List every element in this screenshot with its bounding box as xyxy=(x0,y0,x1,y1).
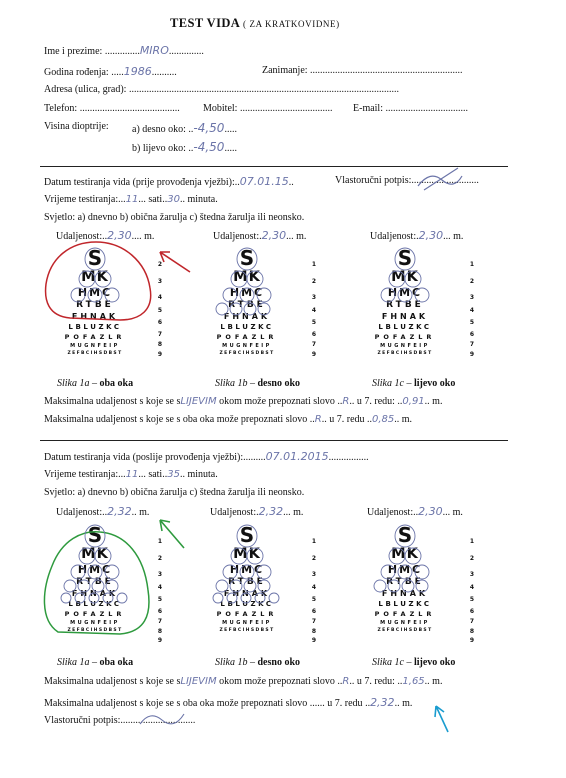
title-subtitle: ( ZA KRATKOVIDNE) xyxy=(243,19,340,29)
caption-eye: lijevo oko xyxy=(413,378,456,389)
s1-max-line2: Maksimalna udaljenost s koje se s oba oka može prepoznati slovo ..R.. u 7. redu ..0,85.. m. xyxy=(44,414,413,425)
row-number: 5 xyxy=(469,319,475,326)
row-number: 3 xyxy=(311,294,317,301)
chart-row-1: S xyxy=(239,523,255,547)
chart-row-1: S xyxy=(87,523,103,547)
s2-own-signature-row: Vlastoručni potpis:.............................. xyxy=(44,715,196,726)
s2-distance-3: Udaljenost:..2,30... m. xyxy=(367,505,463,518)
row-number: 3 xyxy=(469,571,475,578)
caption-eye: desno oko xyxy=(257,378,301,389)
s1-date-label: Datum testiranja vida (prije provođenja vježbi): xyxy=(44,177,235,188)
distance-value[interactable]: 2,30 xyxy=(261,229,287,242)
caption-sep: – xyxy=(247,657,258,668)
caption-eye: oba oka xyxy=(99,378,134,389)
job-label: Zanimanje: xyxy=(262,65,308,76)
own-signature-label: Vlastoručni potpis: xyxy=(44,715,121,726)
s1-time-row: Vrijeme testiranja:...11... sati..30.. minuta. xyxy=(44,194,218,205)
caption-sep: – xyxy=(89,378,100,389)
row-number: 2 xyxy=(311,278,317,285)
row-number: 3 xyxy=(469,294,475,301)
row-number: 9 xyxy=(311,351,317,358)
chart-row-8: MUGNFEIP xyxy=(222,343,272,349)
row-number: 7 xyxy=(311,341,317,348)
row-number: 6 xyxy=(469,331,475,338)
s2-max1-eye[interactable]: LIJEVIM xyxy=(180,676,217,687)
row-number: 8 xyxy=(469,628,475,635)
row-number: 5 xyxy=(157,307,163,314)
distance-label: Udaljenost: xyxy=(213,231,260,242)
s2-max1-unit: m. xyxy=(432,676,443,687)
chart-row-8: MUGNFEIP xyxy=(380,620,430,626)
distance-label: Udaljenost: xyxy=(56,231,103,242)
row-number: 8 xyxy=(157,628,163,635)
row-number: 6 xyxy=(311,331,317,338)
s2-max-line2: Maksimalna udaljenost s koje se s oba oka može prepoznati slovo ...... u 7. redu ..2,32.. m. xyxy=(44,696,413,709)
phone-row: Telefon: ........................................ xyxy=(44,103,180,114)
chart-row-5: FHNAK xyxy=(223,312,271,321)
s2-max-line1: Maksimalna udaljenost s koje se sLIJEVIM okom može prepoznati slovo ..R.. u 7. redu: ..1,65.. m. xyxy=(44,676,443,687)
row-number: 3 xyxy=(157,278,163,285)
s1-time-hours[interactable]: 11 xyxy=(125,194,139,205)
chart-row-7: POFAZLR xyxy=(64,333,126,341)
row-number: 2 xyxy=(157,261,163,268)
chart-row-1: S xyxy=(87,246,103,270)
row-number: 4 xyxy=(469,584,475,591)
caption-fig: Slika 1c xyxy=(372,657,404,668)
left-eye-value[interactable]: -4,50 xyxy=(193,140,225,154)
caption-sep: – xyxy=(89,657,100,668)
s2-date-row: Datum testiranja vida (poslije provođenja vježbi):.........07.01.2015................ xyxy=(44,450,369,463)
row-number: 9 xyxy=(311,637,317,644)
s1-date-value[interactable]: 07.01.15 xyxy=(239,175,289,188)
chart-row-4: RTBE xyxy=(76,577,114,587)
address-label: Adresa (ulica, grad): xyxy=(44,84,127,95)
chart-row-2: MK xyxy=(391,546,419,562)
s1-max-line1: Maksimalna udaljenost s koje se sLIJEVIM okom može prepoznati slovo ..R.. u 7. redu: ..0,91.. m. xyxy=(44,396,443,407)
caption-eye: lijevo oko xyxy=(413,657,456,668)
s2-time-minutes[interactable]: 35 xyxy=(167,469,180,480)
row-number: 2 xyxy=(469,555,475,562)
distance-value[interactable]: 2,32 xyxy=(258,505,284,518)
row-number: 1 xyxy=(469,261,475,268)
diopter-label: Visina dioptrije: xyxy=(44,121,109,132)
s2-max1-letter[interactable]: R xyxy=(342,676,350,687)
chart-row-5: FHNAK xyxy=(71,312,119,321)
left-eye-label: b) lijevo oko: xyxy=(132,143,186,154)
signature-scribble xyxy=(418,168,462,190)
s2-minuta-label: minuta. xyxy=(187,469,218,480)
row-number: 4 xyxy=(157,584,163,591)
blue-arrow-icon xyxy=(435,706,448,732)
row-number: 7 xyxy=(311,618,317,625)
chart-row-6: LBLUZKC xyxy=(220,600,274,608)
s1-date-row: Datum testiranja vida (prije provođenja vježbi):..07.01.15.. xyxy=(44,175,294,188)
chart-row-8: MUGNFEIP xyxy=(70,343,120,349)
chart-row-9: ZEFBCIHSDBST xyxy=(219,628,275,633)
chart-row-1: S xyxy=(397,523,413,547)
s1-max1-value[interactable]: 0,91 xyxy=(402,396,425,407)
right-eye-value[interactable]: -4,50 xyxy=(193,121,225,135)
chart-row-4: RTBE xyxy=(228,300,266,310)
row-number: 6 xyxy=(157,608,163,615)
row-number: 1 xyxy=(311,261,317,268)
name-value[interactable]: MIRO xyxy=(139,44,169,57)
row-number: 2 xyxy=(469,278,475,285)
name-row: Ime i prezime: ..............MIRO.............. xyxy=(44,44,204,57)
chart-row-8: MUGNFEIP xyxy=(380,343,430,349)
s2-light-row: Svjetlo: a) dnevno b) obična žarulja c) štedna žarulja ili neonsko. xyxy=(44,487,305,498)
row-number: 6 xyxy=(311,608,317,615)
right-eye-label: a) desno oko: xyxy=(132,124,186,135)
s2-time-label: Vrijeme testiranja: xyxy=(44,469,119,480)
row-number: 3 xyxy=(157,571,163,578)
row-number: 5 xyxy=(469,596,475,603)
chart-row-9: ZEFBCIHSDBST xyxy=(219,351,275,356)
year-label: Godina rođenja: xyxy=(44,67,109,78)
row-number: 3 xyxy=(311,571,317,578)
chart-row-6: LBLUZKC xyxy=(68,323,122,331)
chart-row-9: ZEFBCIHSDBST xyxy=(67,628,123,633)
chart-row-2: MK xyxy=(233,269,261,285)
row-number: 5 xyxy=(157,596,163,603)
chart-row-3: HMC xyxy=(77,286,113,299)
s2-distance-1: Udaljenost:..2,32.. m. xyxy=(56,505,150,518)
green-arrow-icon xyxy=(160,520,184,548)
s2-time-hours[interactable]: 11 xyxy=(125,469,139,480)
s2-date-label: Datum testiranja vida (poslije provođenja vježbi): xyxy=(44,452,244,463)
s1-max2-unit: m. xyxy=(401,414,413,425)
mobile-row: Mobitel: ..................................... xyxy=(203,103,333,114)
chart-row-9: ZEFBCIHSDBST xyxy=(67,351,123,356)
chart-row-2: MK xyxy=(81,269,109,285)
row-number: 5 xyxy=(311,319,317,326)
bottom-signature-scribble xyxy=(140,714,184,724)
distance-label: Udaljenost: xyxy=(56,507,103,518)
chart-row-6: LBLUZKC xyxy=(68,600,122,608)
caption-fig: Slika 1b xyxy=(215,378,248,389)
year-value[interactable]: 1986 xyxy=(123,65,152,78)
caption-fig: Slika 1c xyxy=(372,378,404,389)
row-number: 6 xyxy=(157,319,163,326)
row-number: 7 xyxy=(157,618,163,625)
phone-label: Telefon: xyxy=(44,103,78,114)
s2-max1-text-b: okom može prepoznati slovo xyxy=(219,676,335,687)
s1-time-minutes[interactable]: 30 xyxy=(167,194,180,205)
s2-max1-row: u 7. redu: xyxy=(356,676,395,687)
caption-fig: Slika 1a xyxy=(57,657,90,668)
chart-row-1: S xyxy=(239,246,255,270)
s2-max2-row: u 7. redu xyxy=(327,698,363,709)
s2-max1-text: Maksimalna udaljenost s koje se s xyxy=(44,676,181,687)
distance-label: Udaljenost: xyxy=(370,231,417,242)
s1-max1-text-b: okom može prepoznati slovo xyxy=(219,396,335,407)
s1-light-row: Svjetlo: a) dnevno b) obična žarulja c) štedna žarulja ili neonsko. xyxy=(44,212,305,223)
chart-row-9: ZEFBCIHSDBST xyxy=(377,628,433,633)
left-eye-row: b) lijevo oko: ..-4,50..... xyxy=(132,140,237,154)
job-row: Zanimanje: ............................................................. xyxy=(262,65,463,76)
chart-row-3: HMC xyxy=(229,563,265,576)
chart-row-6: LBLUZKC xyxy=(378,600,432,608)
row-number: 8 xyxy=(311,628,317,635)
s1-max1-eye[interactable]: LIJEVIM xyxy=(180,396,217,407)
s1-max1-unit: m. xyxy=(432,396,443,407)
chart-row-3: HMC xyxy=(387,286,423,299)
chart-row-7: POFAZLR xyxy=(216,610,278,618)
chart-row-7: POFAZLR xyxy=(216,333,278,341)
distance-value[interactable]: 2,30 xyxy=(107,229,132,242)
s1-signature-label: Vlastoručni potpis: xyxy=(335,175,412,186)
chart-row-4: RTBE xyxy=(76,300,114,310)
s1-max2-text: Maksimalna udaljenost s koje se s oba oka može prepoznati slovo xyxy=(44,414,308,425)
caption-sep: – xyxy=(247,378,258,389)
s1-max2-row: u 7. redu xyxy=(329,414,365,425)
s1-max1-row: u 7. redu: xyxy=(356,396,395,407)
row-number: 2 xyxy=(157,555,163,562)
row-number: 7 xyxy=(157,331,163,338)
year-row: Godina rođenja: .....1986.......... xyxy=(44,65,177,78)
s1-distance-2: Udaljenost:.2,30... m. xyxy=(213,229,307,242)
row-number: 9 xyxy=(157,351,163,358)
row-number: 9 xyxy=(469,637,475,644)
chart-row-1: S xyxy=(397,246,413,270)
chart-row-3: HMC xyxy=(77,563,113,576)
chart-row-7: POFAZLR xyxy=(374,333,436,341)
chart-row-6: LBLUZKC xyxy=(378,323,432,331)
row-number: 1 xyxy=(157,538,163,545)
chart-row-4: RTBE xyxy=(228,577,266,587)
s2-date-value[interactable]: 07.01.2015 xyxy=(265,450,329,463)
row-number: 2 xyxy=(311,555,317,562)
chart-row-2: MK xyxy=(81,546,109,562)
s1-distance-3: Udaljenost:.2,30... m. xyxy=(370,229,464,242)
s1-distance-1: Udaljenost:..2,30.... m. xyxy=(56,229,155,242)
distance-label: Udaljenost: xyxy=(367,507,414,518)
s2-max1-value[interactable]: 1,65 xyxy=(402,676,425,687)
distance-value[interactable]: 2,30 xyxy=(418,505,443,518)
chart-row-5: FHNAK xyxy=(381,312,429,321)
chart-row-8: MUGNFEIP xyxy=(222,620,272,626)
s1-sati-label: sati xyxy=(148,194,163,205)
chart-row-8: MUGNFEIP xyxy=(70,620,120,626)
s1-max1-text: Maksimalna udaljenost s koje se s xyxy=(44,396,181,407)
letter-circles-top xyxy=(71,248,429,315)
caption-sep: – xyxy=(403,378,414,389)
s2-max2-unit: m. xyxy=(402,698,413,709)
row-number: 1 xyxy=(469,538,475,545)
s1-signature-row: Vlastoručni potpis:........................... xyxy=(335,175,479,186)
chart-row-5: FHNAK xyxy=(223,589,271,598)
s1-time-label: Vrijeme testiranja: xyxy=(44,194,119,205)
row-number: 8 xyxy=(157,341,163,348)
distance-label: Udaljenost: xyxy=(210,507,257,518)
name-label: Ime i prezime: xyxy=(44,46,103,57)
caption-fig: Slika 1a xyxy=(57,378,90,389)
distance-value[interactable]: 2,32 xyxy=(107,505,132,518)
right-eye-row: a) desno oko: ..-4,50..... xyxy=(132,121,237,135)
chart-row-4: RTBE xyxy=(386,300,424,310)
s1-max1-letter[interactable]: R xyxy=(342,396,350,407)
chart-row-3: HMC xyxy=(229,286,265,299)
s1-max2-value[interactable]: 0,85 xyxy=(372,414,395,425)
title-text: TEST VIDA xyxy=(170,16,240,30)
row-number: 4 xyxy=(157,294,163,301)
row-number: 6 xyxy=(469,608,475,615)
red-arrow-icon xyxy=(160,252,190,272)
row-number: 5 xyxy=(311,596,317,603)
s2-distance-2: Udaljenost:.2,32... m. xyxy=(210,505,304,518)
email-label: E-mail: xyxy=(353,103,383,114)
caption-eye: desno oko xyxy=(257,657,301,668)
red-circle-mark xyxy=(46,242,151,320)
distance-value[interactable]: 2,30 xyxy=(418,229,444,242)
row-number: 4 xyxy=(469,307,475,314)
row-number: 7 xyxy=(469,618,475,625)
chart-row-2: MK xyxy=(391,269,419,285)
s1-minuta-label: minuta. xyxy=(187,194,218,205)
row-number: 9 xyxy=(157,637,163,644)
address-row: Adresa (ulica, grad): ............................................................................................................ xyxy=(44,84,399,95)
chart-row-3: HMC xyxy=(387,563,423,576)
caption-eye: oba oka xyxy=(99,657,134,668)
chart-row-5: FHNAK xyxy=(381,589,429,598)
chart-row-7: POFAZLR xyxy=(374,610,436,618)
mobile-label: Mobitel: xyxy=(203,103,238,114)
chart-row-2: MK xyxy=(233,546,261,562)
row-number: 9 xyxy=(469,351,475,358)
email-row: E-mail: ................................. xyxy=(353,103,468,114)
chart-row-9: ZEFBCIHSDBST xyxy=(377,351,433,356)
s2-sati-label: sati xyxy=(148,469,163,480)
s2-time-row: Vrijeme testiranja:...11... sati..35.. minuta. xyxy=(44,469,218,480)
s1-max2-letter[interactable]: R xyxy=(314,414,322,425)
caption-sep: – xyxy=(403,657,414,668)
s2-max2-text: Maksimalna udaljenost s koje se s oba oka može prepoznati slovo xyxy=(44,698,308,709)
s2-max2-value[interactable]: 2,32 xyxy=(370,696,395,709)
chart-row-6: LBLUZKC xyxy=(220,323,274,331)
row-number: 4 xyxy=(311,584,317,591)
caption-fig: Slika 1b xyxy=(215,657,248,668)
row-number: 7 xyxy=(469,341,475,348)
chart-row-5: FHNAK xyxy=(71,589,119,598)
chart-row-7: POFAZLR xyxy=(64,610,126,618)
row-number: 4 xyxy=(311,307,317,314)
row-number: 1 xyxy=(311,538,317,545)
chart-row-4: RTBE xyxy=(386,577,424,587)
